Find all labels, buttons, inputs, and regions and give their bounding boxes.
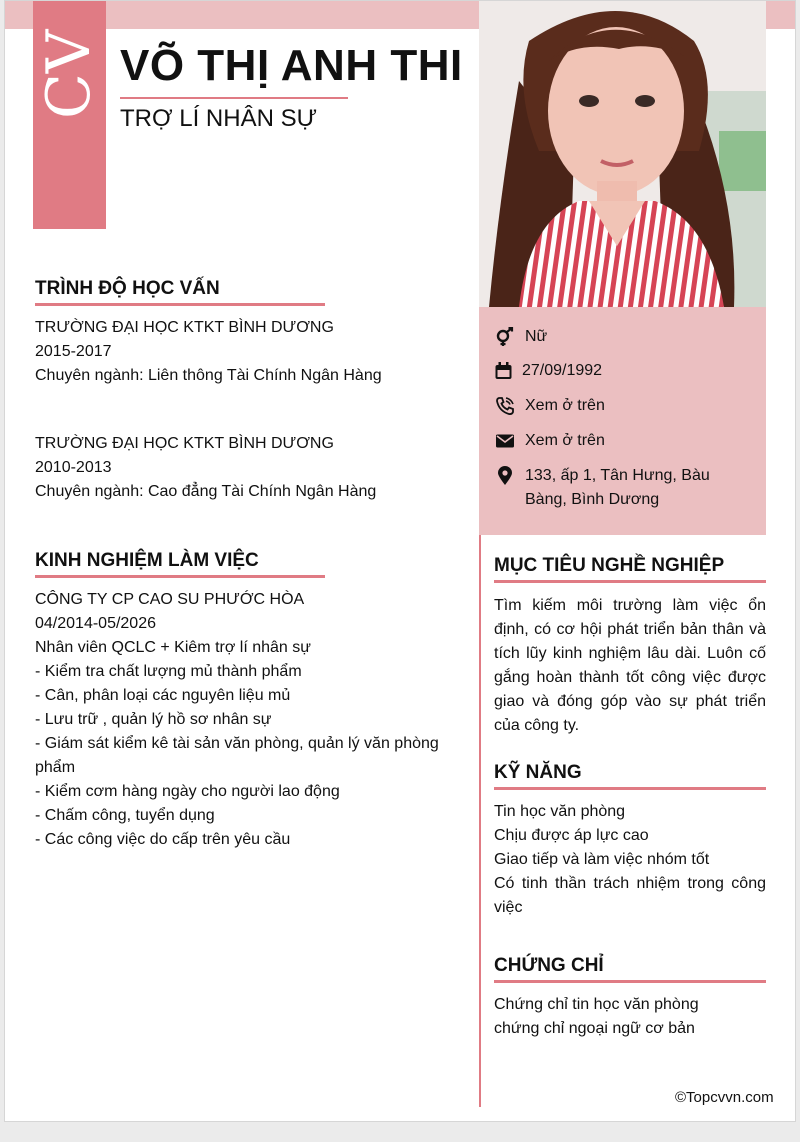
- skills-heading: KỸ NĂNG: [494, 762, 582, 783]
- experience-duty: - Kiểm cơm hàng ngày cho người lao động: [35, 783, 340, 800]
- profile-photo: [479, 1, 766, 307]
- contact-panel: [479, 307, 766, 535]
- certificate-item: chứng chỉ ngoại ngữ cơ bản: [494, 1020, 695, 1037]
- experience-heading: KINH NGHIỆM LÀM VIỆC: [35, 550, 259, 571]
- mail-icon: [495, 431, 515, 451]
- experience-duty: phẩm: [35, 759, 76, 776]
- experience-duty: - Kiểm tra chất lượng mủ thành phẩm: [35, 663, 302, 680]
- certificates-underline: [494, 980, 766, 983]
- skill-item: Có tinh thần trách nhiệm trong công việc: [494, 875, 766, 916]
- skill-item: Chịu được áp lực cao: [494, 827, 649, 844]
- objective-text: Tìm kiếm môi trường làm việc ổn định, có cơ hội phát triển bản thân và tích lũy kinh nghiệm lâu dài. Luôn cố gắng hoàn thành tốt công việc được giao và đóng góp vào sự phát triển của công ty.: [494, 597, 766, 734]
- education-period: 2015-2017: [35, 343, 112, 360]
- gender-icon: [495, 327, 515, 347]
- candidate-name: VÕ THỊ ANH THI: [120, 41, 467, 91]
- email-value: Xem ở trên: [525, 432, 605, 449]
- birthday-value: 27/09/1992: [522, 362, 603, 379]
- calendar-icon: [494, 361, 514, 381]
- experience-duty: - Cân, phân loại các nguyên liệu mủ: [35, 687, 291, 704]
- certificate-item: Chứng chỉ tin học văn phòng: [494, 996, 699, 1013]
- phone-icon: [495, 396, 515, 416]
- skill-item: Tin học văn phòng: [494, 803, 626, 820]
- education-period: 2010-2013: [35, 459, 112, 476]
- name-underline: [120, 97, 348, 99]
- experience-duty: - Lưu trữ , quản lý hồ sơ nhân sự: [35, 711, 272, 728]
- experience-duty: - Giám sát kiểm kê tài sản văn phòng, quản lý văn phòng: [35, 735, 439, 752]
- certificates-heading: CHỨNG CHỈ: [494, 955, 604, 976]
- experience-underline: [35, 575, 325, 578]
- experience-period: 04/2014-05/2026: [35, 615, 156, 632]
- education-heading: TRÌNH ĐỘ HỌC VẤN: [35, 278, 220, 299]
- phone-value: Xem ở trên: [525, 397, 605, 414]
- objective-heading: MỤC TIÊU NGHỀ NGHIỆP: [494, 555, 725, 576]
- objective-underline: [494, 580, 766, 583]
- location-icon: [495, 466, 515, 486]
- job-title: TRỢ LÍ NHÂN SỰ: [120, 105, 318, 132]
- experience-role: Nhân viên QCLC + Kiêm trợ lí nhân sự: [35, 639, 311, 656]
- education-school: TRƯỜNG ĐẠI HỌC KTKT BÌNH DƯƠNG: [35, 435, 334, 452]
- experience-duty: - Các công việc do cấp trên yêu cầu: [35, 831, 291, 848]
- education-major: Chuyên ngành: Liên thông Tài Chính Ngân Hàng: [35, 367, 382, 384]
- experience-duty: - Chấm công, tuyển dụng: [35, 807, 215, 824]
- footer-credit: ©Topcvvn.com: [675, 1089, 774, 1106]
- gender-value: Nữ: [525, 328, 548, 345]
- education-school: TRƯỜNG ĐẠI HỌC KTKT BÌNH DƯƠNG: [35, 319, 334, 336]
- cv-page: [4, 0, 796, 1122]
- skills-underline: [494, 787, 766, 790]
- experience-company: CÔNG TY CP CAO SU PHƯỚC HÒA: [35, 591, 305, 608]
- skill-item: Giao tiếp và làm việc nhóm tốt: [494, 851, 710, 868]
- cv-badge: CV: [33, 1, 106, 229]
- education-major: Chuyên ngành: Cao đẳng Tài Chính Ngân Hàng: [35, 483, 377, 500]
- address-value: 133, ấp 1, Tân Hưng, Bàu Bàng, Bình Dương: [525, 467, 710, 508]
- education-underline: [35, 303, 325, 306]
- right-column-divider: [479, 535, 481, 1107]
